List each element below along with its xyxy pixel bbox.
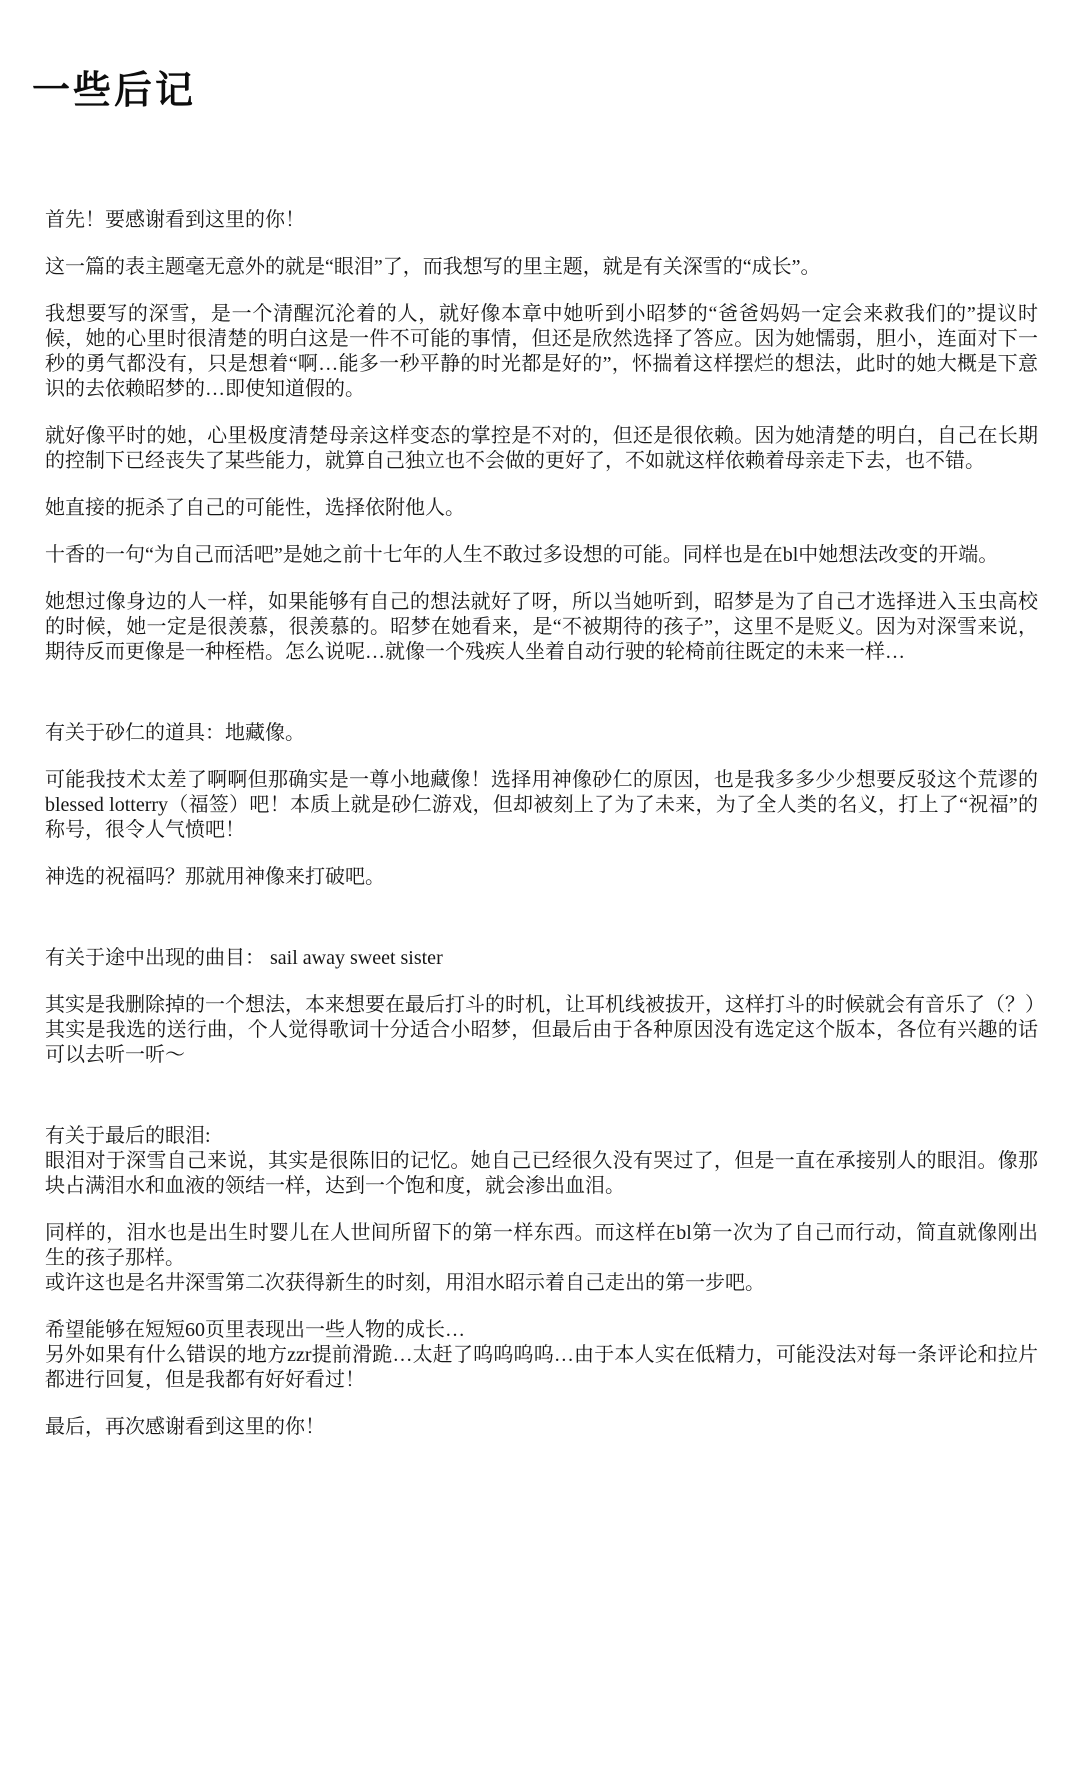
paragraph-line: 这一篇的表主题毫无意外的就是“眼泪”了，而我想写的里主题，就是有关深雪的“成长”。 [45,256,821,278]
paragraph-line: 有关于砂仁的道具：地藏像。 [45,722,305,744]
paragraph-theme [45,255,1038,280]
paragraph-mother-control [45,424,1038,474]
paragraph-line: 首先！要感谢看到这里的你！ [45,209,305,231]
paragraph-line: 我想要写的深雪，是一个清醒沉沦着的人，就好像本章中她听到小昭梦的“爸爸妈妈一定会来救我们的”提议时候，她的心里时很清楚的明白这是一件不可能的事情，但还是欣然选择了答应。因为她懦弱，胆小，连面对下一秒的勇气都没有，只是想着“啊…能多一秒平静的时光都是好的”，怀揣着这样摆烂的想法，此时的她大概是下意识的去依赖昭梦的…即使知道假的。 [45,303,1038,400]
paragraph-song-heading [45,946,1038,971]
paragraph-miyuki-character [45,302,1038,402]
paragraph-line: 神选的祝福吗？那就用神像来打破吧。 [45,866,385,888]
paragraph-line: 另外如果有什么错误的地方zzr提前滑跪…太赶了呜呜呜呜…由于本人实在低精力，可能没法对每一条评论和拉片都进行回复，但是我都有好好看过！ [45,1344,1038,1391]
paragraph-thanks-opening [45,208,1038,233]
paragraph-line: 眼泪对于深雪自己来说，其实是很陈旧的记忆。她自己已经很久没有哭过了，但是一直在承接别人的眼泪。像那块占满泪水和血液的领结一样，达到一个饱和度，就会渗出血泪。 [45,1150,1038,1197]
paragraph-line: 她想过像身边的人一样，如果能够有自己的想法就好了呀，所以当她听到，昭梦是为了自己才选择进入玉虫高校的时候，她一定是很羡慕，很羡慕的。昭梦在她看来，是“不被期待的孩子”，这里不是贬义。因为对深雪来说，期待反而更像是一种桎梏。怎么说呢…就像一个残疾人坐着自动行驶的轮椅前往既定的未来一样… [45,591,1038,663]
paragraph-line: 就好像平时的她，心里极度清楚母亲这样变态的掌控是不对的，但还是很依赖。因为她清楚的明白，自己在长期的控制下已经丧失了某些能力，就算自己独立也不会做的更好了，不如就这样依赖着母亲走下去，也不错。 [45,425,1038,472]
paragraph-hope-apology [45,1318,1038,1393]
afterword-body [0,112,1080,1440]
paragraph-line: 可能我技术太差了啊啊但那确实是一尊小地藏像！选择用神像砂仁的原因，也是我多多少少想要反驳这个荒谬的blessed lotterry（福签）吧！本质上就是砂仁游戏，但却被刻上了为了未来，为了全人类的名义，打上了“祝福”的称号，很令人气愤吧！ [45,769,1038,841]
paragraph-prop-heading [45,721,1038,746]
afterword-page [0,70,1080,1780]
paragraph-line: 其实是我删除掉的一个想法，本来想要在最后打斗的时机，让耳机线被拔开，这样打斗的时候就会有音乐了（？） [45,994,1045,1016]
paragraph-line: 希望能够在短短60页里表现出一些人物的成长… [45,1319,465,1341]
paragraph-envy [45,590,1038,665]
paragraph-tears-heading [45,1124,1038,1199]
paragraph-line: 有关于最后的眼泪: [45,1125,211,1147]
paragraph-possibility [45,496,1038,521]
paragraph-tohka-line [45,543,1038,568]
paragraph-song-idea [45,993,1045,1068]
paragraph-line: 最后，再次感谢看到这里的你！ [45,1416,325,1438]
paragraph-tears-newborn [45,1221,1038,1296]
paragraph-line: 她直接的扼杀了自己的可能性，选择依附他人。 [45,497,465,519]
paragraph-line: 同样的，泪水也是出生时婴儿在人世间所留下的第一样东西。而这样在bl第一次为了自己而行动，简直就像刚出生的孩子那样。 [45,1222,1038,1269]
paragraph-line: 有关于途中出现的曲目： sail away sweet sister [45,947,443,969]
page-title: 一些后记 [32,70,197,112]
paragraph-blessing [45,865,1038,890]
paragraph-line: 十香的一句“为自己而活吧”是她之前十七年的人生不敢过多设想的可能。同样也是在bl中她想法改变的开端。 [45,544,999,566]
paragraph-line: 其实是我选的送行曲，个人觉得歌词十分适合小昭梦，但最后由于各种原因没有选定这个版本，各位有兴趣的话可以去听一听～ [45,1019,1038,1066]
paragraph-thanks-closing [45,1415,1038,1440]
paragraph-line: 或许这也是名井深雪第二次获得新生的时刻，用泪水昭示着自己走出的第一步吧。 [45,1272,765,1294]
paragraph-prop-statue [45,768,1038,843]
